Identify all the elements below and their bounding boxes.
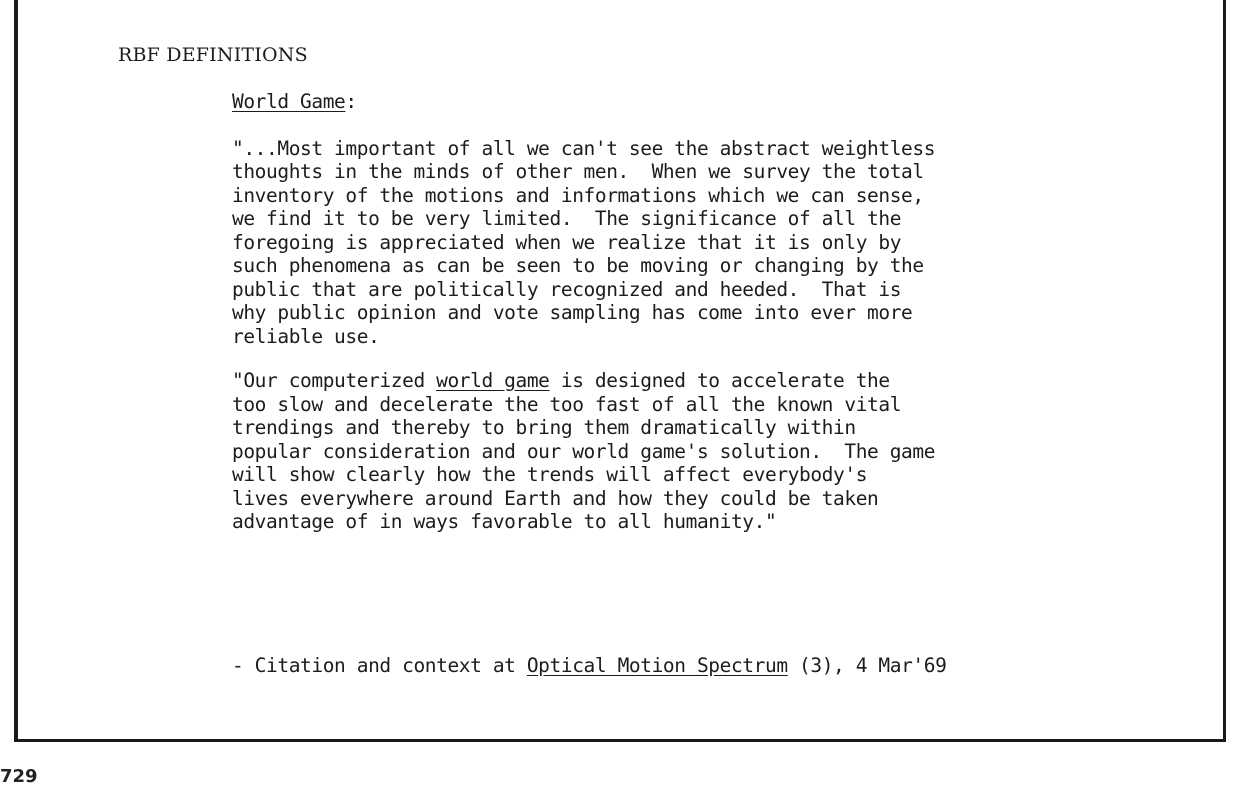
text-line: advantage of in ways favorable to all humanity." [232,510,777,533]
citation-suffix: (3), 4 Mar'69 [787,654,947,677]
text-line: such phenomena as can be seen to be moving or changing by the [232,254,924,277]
world-game-link[interactable]: world game [436,369,550,392]
text-line: trendings and thereby to bring them dramatically within [232,416,856,439]
text-line: lives everywhere around Earth and how they could be taken [232,486,879,510]
text-line: popular consideration and our world game's solution. The game [232,439,936,463]
text-line: foregoing is appreciated when we realize that it is only by [232,230,902,254]
optical-motion-spectrum-link[interactable]: Optical Motion Spectrum [526,654,788,677]
quote-paragraph-2 [232,369,1132,534]
text-line: why public opinion and vote sampling has come into ever more [232,301,913,324]
entry-colon: : [345,90,357,113]
text-line: thoughts in the minds of other men. When we survey the total [232,160,924,183]
text-line [232,369,1132,393]
entry-title: World Game [232,90,346,113]
text-line: we find it to be very limited. The significance of all the [232,207,902,230]
citation-line [232,654,946,677]
entry-heading [232,90,1132,114]
text-line: inventory of the motions and informations which we can sense, [232,183,924,207]
quote-paragraph-1 [232,137,1132,349]
text-line: "...Most important of all we can't see the abstract weightless [232,136,936,160]
citation-prefix: - Citation and context at [232,654,527,677]
section-header: RBF DEFINITIONS [118,44,308,66]
text-line: public that are politically recognized and heeded. That is [232,277,902,301]
text-line: too slow and decelerate the too fast of all the known vital [232,392,902,416]
text-line: will show clearly how the trends will affect everybody's [232,463,868,486]
text-span: is designed to accelerate the [549,369,890,392]
text-span: "Our computerized [232,369,437,392]
text-line: reliable use. [232,324,380,348]
page-number: 729 [0,766,38,787]
definition-entry [232,90,1132,534]
